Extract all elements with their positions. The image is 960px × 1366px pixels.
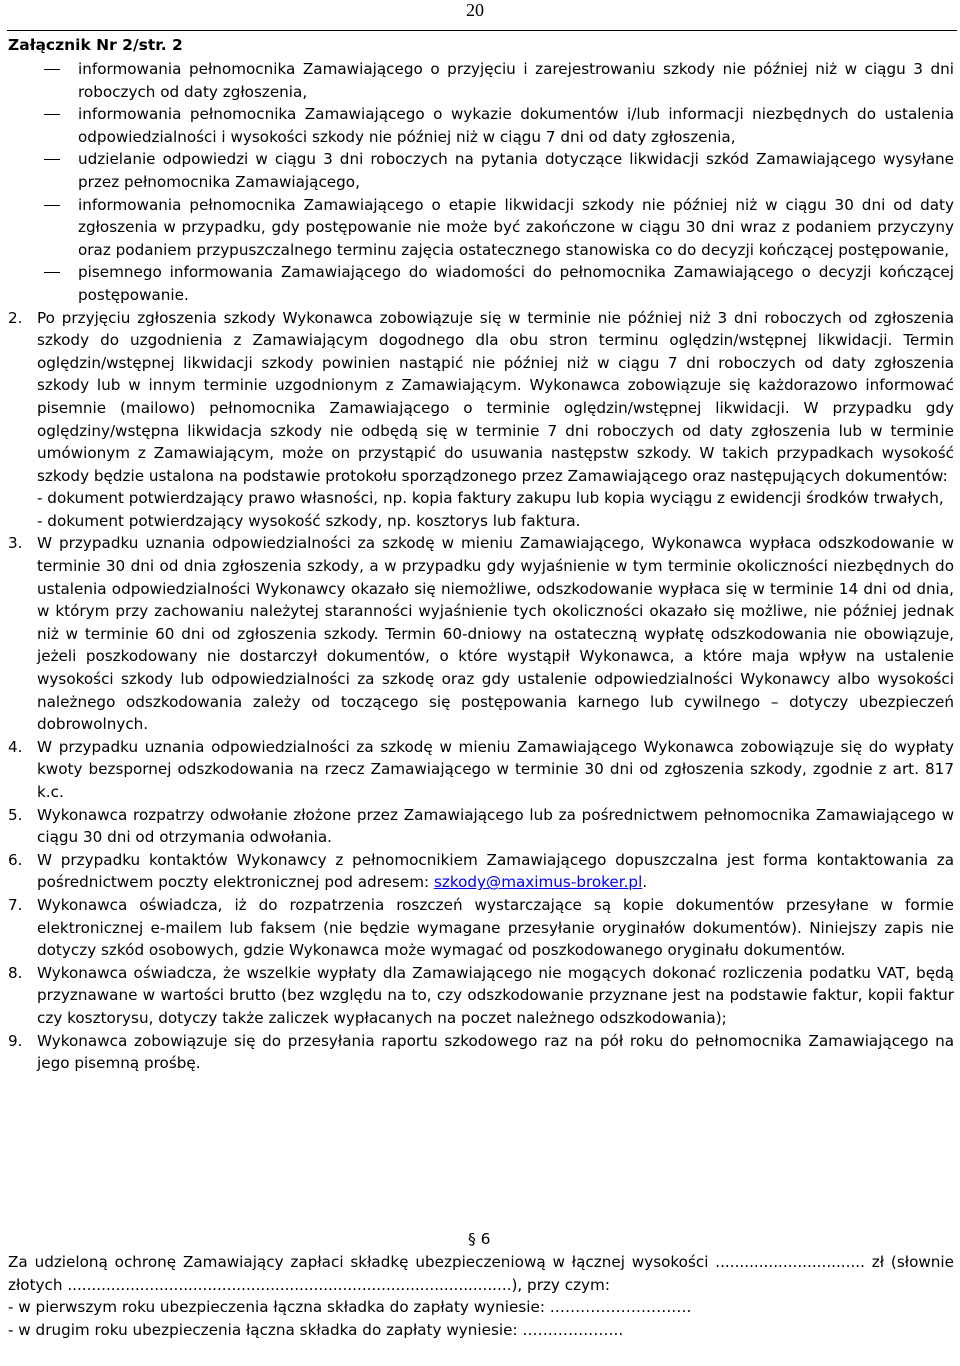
- dash-bullet: [44, 205, 60, 206]
- dash-list-item: [8, 58, 954, 103]
- dash-list-item: [8, 261, 954, 306]
- dash-item-text: informowania pełnomocnika Zamawiającego o przyjęciu i zarejestrowaniu szkody nie później niż w ciągu 3 dni roboczych od daty zgłoszenia,: [78, 60, 954, 101]
- item-text-lead: W przypadku kontaktów Wykonawcy z pełnomocnikiem Zamawiającego dopuszczalna jest forma kontaktowania za pośrednictwem poczty elektronicznej pod adresem:: [37, 850, 954, 892]
- numbered-item-3: [8, 532, 954, 735]
- item-text: [37, 849, 954, 894]
- item-text: Wykonawca zobowiązuje się do przesyłania raportu szkodowego raz na pół roku do pełnomocnika Zamawiającego na jego pisemną prośbę.: [37, 1031, 954, 1073]
- dash-item-text: informowania pełnomocnika Zamawiającego o etapie likwidacji szkody nie później niż w ciągu 30 dni od daty zgłoszenia w przypadku, gdy postępowanie nie może być zakończone w ciągu 30 dni wraz z podaniem przyczyny oraz podaniem przypuszczalnego terminu zajęcia ostatecznego stanowiska co do decyzji kończącej postępowanie,: [78, 195, 954, 259]
- numbered-item-4: [8, 736, 954, 804]
- premium-text: Za udzieloną ochronę Zamawiający zapłaci składkę ubezpieczeniową w łącznej wysokości ............................... zł (słownie złotych ............................................................................................), przy czym:: [8, 1253, 954, 1294]
- numbered-item-6: [8, 849, 954, 894]
- page-number: 20: [466, 0, 484, 20]
- email-link[interactable]: szkody@maximus-broker.pl: [433, 873, 643, 892]
- item-text: Po przyjęciu zgłoszenia szkody Wykonawca zobowiązuje się w terminie nie później niż 3 dni roboczych od zgłoszenia szkody do uzgodnienia z Zamawiającym dogodnego dla obu stron terminu oględzin/wstępnej likwidacji. Termin oględzin/wstępnej likwidacji szkody powinien nastąpić nie później niż w ciągu 7 dni roboczych od daty zgłoszenia szkody lub w innym terminie uzgodnionym z Zamawiającym. Wykonawca zobowiązuje się każdorazowo informować pisemnie (mailowo) pełnomocnika Zamawiającego o terminie oględzin/wstępnej likwidacji. W przypadku gdy oględziny/wstępna likwidacja szkody nie odbędą się w terminie 7 dni roboczych od daty zgłoszenia lub w terminie umówionym z Zamawiającym, może on przystąpić do usuwania następstw szkody. W takich przypadkach wysokość szkody będzie ustalona na podstawie protokołu sporządzonego przez Zamawiającego oraz następujących dokumentów:: [37, 308, 954, 485]
- document-requirement-line: - dokument potwierdzający wysokość szkody, np. kosztorys lub faktura.: [37, 511, 581, 530]
- item-number: 8.: [8, 963, 23, 982]
- item-text: Wykonawca oświadcza, że wszelkie wypłaty dla Zamawiającego nie mogących dokonać rozliczenia podatku VAT, będą przyznawane w wartości brutto (bez względu na to, czy odszkodowanie przyznane jest na podstawie faktur, kopii faktur czy kosztorysu, dotyczy także zaliczek wypłacanych na poczet należnego odszkodowania);: [37, 963, 954, 1027]
- dash-list-item: [8, 103, 954, 148]
- numbered-item-2: [8, 307, 954, 533]
- numbered-item-5: [8, 804, 954, 849]
- item-number: 7.: [8, 895, 23, 914]
- item-number: 2.: [8, 308, 23, 327]
- item-number: 3.: [8, 534, 23, 553]
- document-body: [8, 58, 954, 1075]
- header-rule: [7, 30, 957, 31]
- item-text: W przypadku uznania odpowiedzialności za szkodę w mieniu Zamawiającego Wykonawca zobowiązuje się do wypłaty kwoty bezspornej odszkodowania na rzecz Zamawiającego w terminie 30 dni od zgłoszenia szkody, zgodnie z art. 817 k.c.: [37, 737, 954, 801]
- dash-item-text: udzielanie odpowiedzi w ciągu 3 dni roboczych na pytania dotyczące likwidacji szkód Zamawiającego wysyłane przez pełnomocnika Zamawiającego,: [78, 150, 954, 191]
- dash-list-item: [8, 148, 954, 193]
- item-text-tail: .: [642, 873, 648, 892]
- dash-item-text: pisemnego informowania Zamawiającego do wiadomości do pełnomocnika Zamawiającego o decyzji kończącej postępowanie.: [78, 263, 954, 304]
- numbered-item-9: [8, 1030, 954, 1075]
- dash-bullet: [44, 114, 60, 115]
- dash-bullet: [44, 69, 60, 70]
- premium-first-year: - w pierwszym roku ubezpieczenia łączna składka do zapłaty wyniesie: ……………………….: [8, 1298, 692, 1317]
- item-number: 6.: [8, 850, 23, 869]
- dash-bullet: [44, 159, 60, 160]
- item-number: 9.: [8, 1031, 23, 1050]
- premium-clause: [8, 1251, 954, 1341]
- premium-second-year: - w drugim roku ubezpieczenia łączna składka do zapłaty wyniesie: ………………..: [8, 1320, 624, 1339]
- dash-list-item: [8, 194, 954, 262]
- item-number: 4.: [8, 737, 23, 756]
- numbered-item-8: [8, 962, 954, 1030]
- item-text: Wykonawca oświadcza, iż do rozpatrzenia roszczeń wystarczające są kopie dokumentów przesyłane w formie elektronicznej e-mailem lub faksem (nie będzie wymagane przesyłanie oryginałów dokumentów). Niniejszy zapis nie dotyczy szkód osobowych, gdzie Wykonawca może wymagać od poszkodowanego oryginału dokumentów.: [37, 895, 954, 960]
- item-text: W przypadku uznania odpowiedzialności za szkodę w mieniu Zamawiającego, Wykonawca wypłaca odszkodowanie w terminie 30 dni od dnia zgłoszenia szkody, a w przypadku gdy wyjaśnienie w tym terminie okoliczności niezbędnych do ustalenia odpowiedzialności Wykonawcy okazało się niemożliwe, odszkodowanie wypłaca się w terminie 14 dni od dnia, w którym przy zachowaniu należytej staranności wyjaśnienie tych okoliczności okazało się możliwe, nie później jednak niż w terminie 60 dni od zgłoszenia szkody. Termin 60-dniowy na ostateczną wypłatę odszkodowania nie obowiązuje, jeżeli poszkodowany nie dostarczył dokumentów, o które wystąpił Wykonawca, a które maja wpływ na ustalenie wysokości szkody lub odpowiedzialności za szkodę oraz gdy ustalenie odpowiedzialności Wykonawcy albo wysokości należnego odszkodowania zależy od toczącego się postępowania karnego lub cywilnego – dotyczy ubezpieczeń dobrowolnych.: [37, 534, 954, 734]
- page-title: Załącznik Nr 2/str. 2: [8, 36, 183, 54]
- item-text: Wykonawca rozpatrzy odwołanie złożone przez Zamawiającego lub za pośrednictwem pełnomocnika Zamawiającego w ciągu 30 dni od otrzymania odwołania.: [37, 805, 954, 847]
- document-requirement-line: - dokument potwierdzający prawo własności, np. kopia faktury zakupu lub kopia wyciągu z ewidencji środków trwałych,: [37, 489, 944, 508]
- dash-item-text: informowania pełnomocnika Zamawiającego o wykazie dokumentów i/lub informacji niezbędnych do ustalenia odpowiedzialności i wysokości szkody nie później niż w ciągu 7 dni od daty zgłoszenia,: [78, 105, 954, 146]
- numbered-item-7: [8, 894, 954, 962]
- section-heading: § 6: [468, 1230, 491, 1248]
- dash-bullet: [44, 272, 60, 273]
- item-number: 5.: [8, 805, 23, 824]
